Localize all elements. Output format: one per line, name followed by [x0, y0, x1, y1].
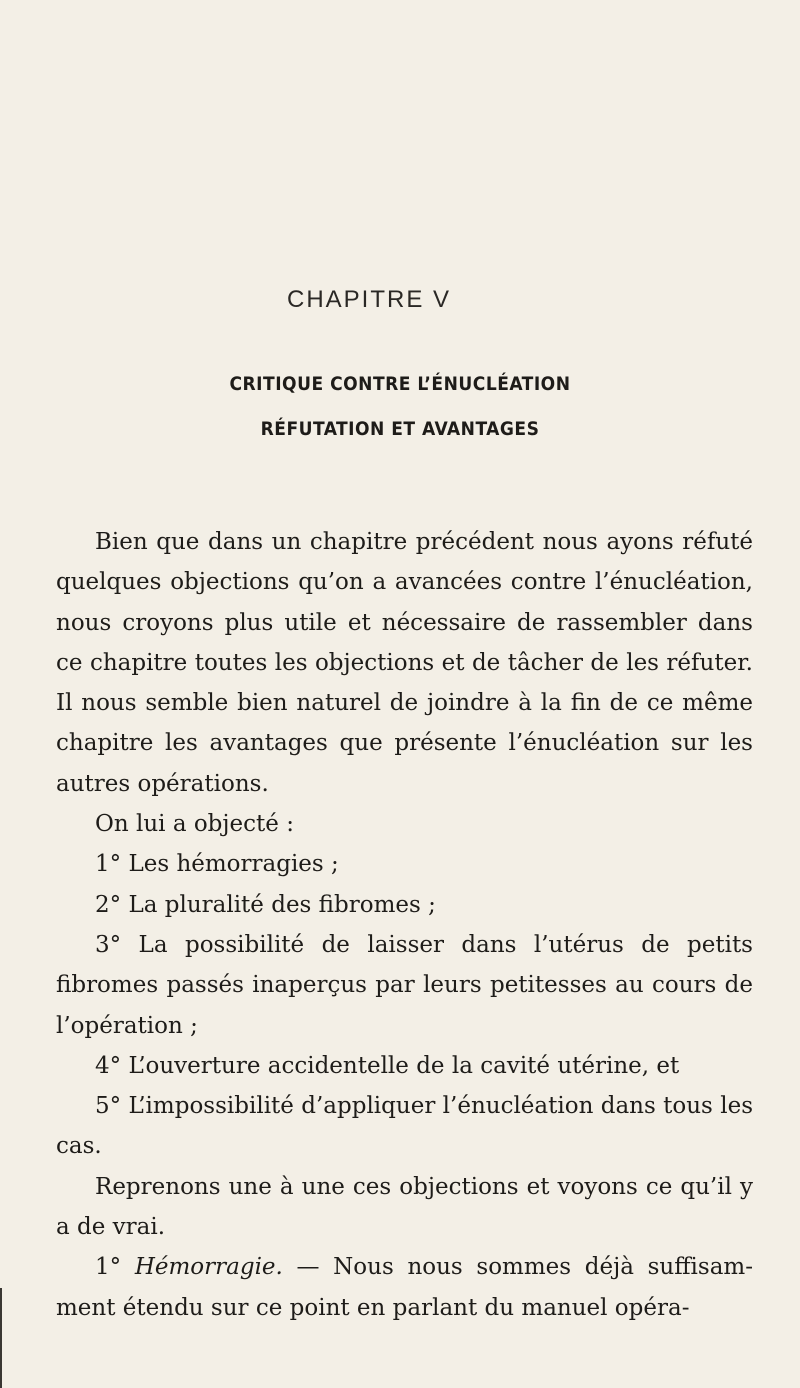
objection-item: 1° Les hémorragies ; — [95, 851, 339, 878]
section-paragraph — [56, 1247, 753, 1328]
objection-item: 5° L’impossibilité d’appliquer l’énucléation dans tous les cas. — [56, 1093, 753, 1160]
objection-item: 4° L’ouverture accidentelle de la cavité utérine, et — [95, 1052, 680, 1079]
subtitle-refutation: RÉFUTATION ET AVANTAGES — [260, 418, 540, 440]
objection-lead: On lui a objecté : — [95, 811, 294, 838]
section-heading: Hémorragie. — [134, 1254, 283, 1281]
resume-paragraph: Reprenons une à une ces objections et voyons ce qu’il y a de vrai. — [56, 1173, 753, 1241]
section-text: — Nous nous sommes déjà suffisamment étendu sur ce point en parlant du manuel opéra- — [56, 1254, 754, 1321]
objection-item: 3° La possibilité de laisser dans l’utérus de petits fibromes passés inaperçus par leurs petitesses au cours de l’opération ; — [56, 931, 753, 1039]
intro-paragraph: Bien que dans un chapitre précédent nous ayons réfuté quelques objections qu’on a avancées contre l’énucléation, nous croyons plus utile et nécessaire de rassembler dans ce chapitre toutes les objections et de tâcher de les réfuter. Il nous semble bien naturel de joindre à la fin de ce même chapitre les avantages que présente l’énucléation sur les autres opérations. — [56, 529, 753, 797]
page-edge-shadow — [0, 1288, 2, 1388]
subtitle-critique: CRITIQUE CONTRE L’ÉNUCLÉATION — [229, 373, 571, 395]
body-text — [56, 522, 753, 1328]
objection-item: 2° La pluralité des fibromes ; — [95, 891, 436, 918]
chapter-title: CHAPITRE V — [286, 286, 452, 313]
section-number: 1° — [95, 1254, 122, 1281]
